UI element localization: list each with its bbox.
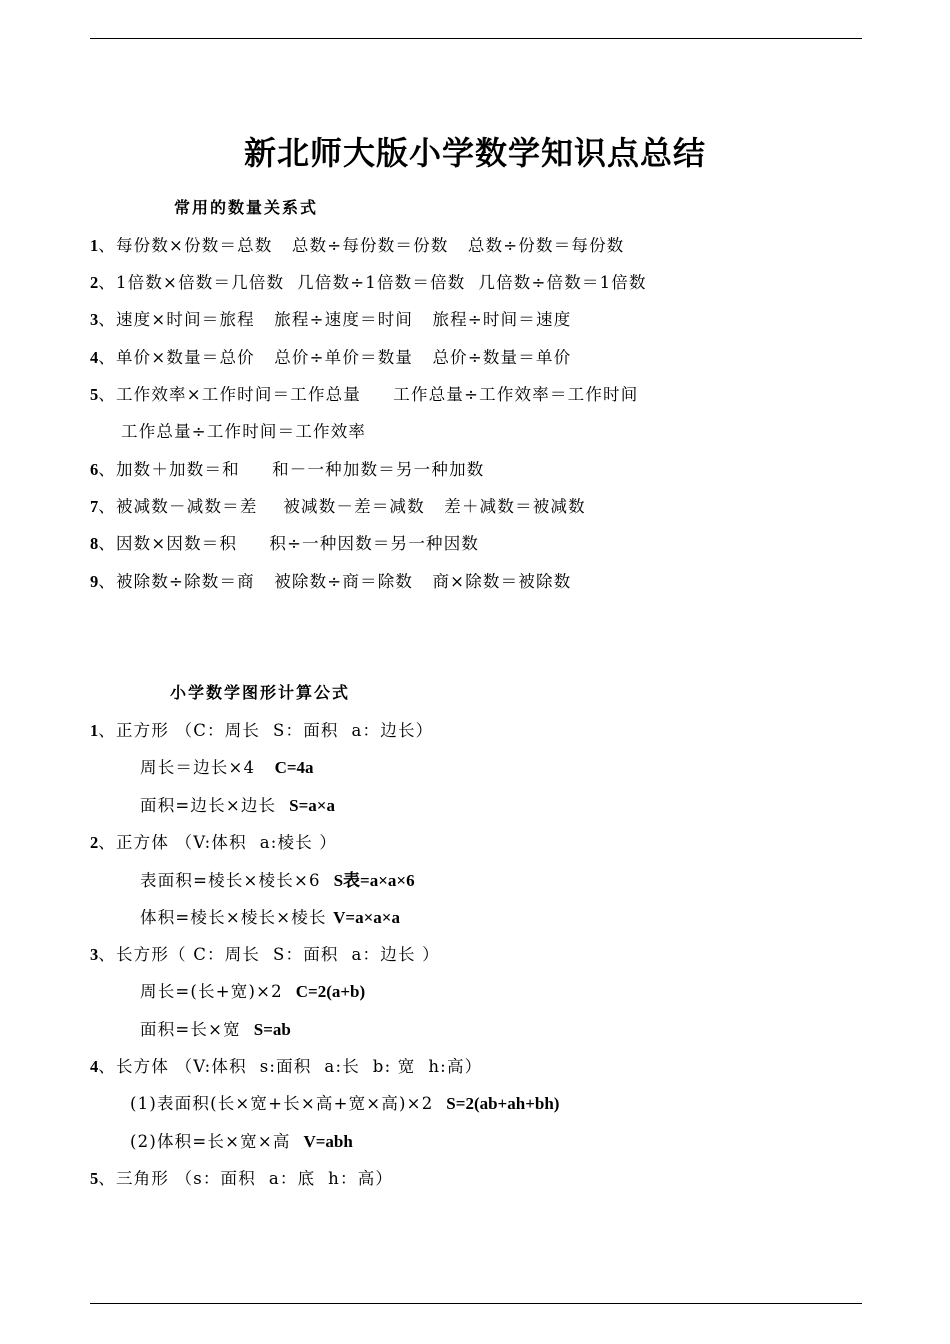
formula: V=abh [303, 1132, 353, 1151]
relation-item [90, 568, 571, 592]
relation-item-continuation [121, 418, 366, 442]
item-text: 工作总量÷工作时间＝工作效率 [121, 422, 367, 441]
item-text: 、三角形 （s：面积 a：底 h：高） [98, 1169, 394, 1188]
shape-item [90, 829, 337, 853]
formula-line [140, 978, 365, 1002]
shape-item [90, 717, 433, 741]
item-text: 、正方形 （C：周长 S：面积 a：边长） [98, 721, 434, 740]
formula-description: (2)体积=长×宽×高 [130, 1132, 304, 1151]
relation-item [90, 306, 571, 330]
formula-description: 面积=边长×边长 [140, 796, 290, 815]
item-text: 、长方体 （V:体积 s:面积 a:长 b: 宽 h:高） [98, 1057, 483, 1076]
item-number: 2 [90, 833, 99, 852]
formula: S=2(ab+ah+bh) [446, 1094, 560, 1113]
item-number: 3 [90, 310, 99, 329]
formula-line [130, 1090, 559, 1114]
item-text: 、长方形（ C：周长 S：面积 a：边长 ） [98, 945, 440, 964]
relation-item [90, 232, 625, 256]
header-rule [90, 38, 862, 39]
item-text: 、工作效率×工作时间＝工作总量 工作总量÷工作效率＝工作时间 [98, 385, 639, 404]
item-number: 7 [90, 497, 99, 516]
item-number: 6 [90, 460, 99, 479]
item-number: 2 [90, 273, 99, 292]
formula-description: 面积=长×宽 [140, 1020, 254, 1039]
formula-description: 体积=棱长×棱长×棱长 [140, 908, 334, 927]
section-heading-geometry-formulas: 小学数学图形计算公式 [170, 683, 351, 702]
footer-rule [90, 1303, 862, 1304]
formula-line [140, 904, 400, 928]
item-text: 、被减数－减数＝差 被减数－差＝减数 差＋减数＝被减数 [98, 497, 586, 516]
item-number: 8 [90, 534, 99, 553]
relation-item [90, 269, 647, 293]
item-text: 、速度×时间＝旅程 旅程÷速度＝时间 旅程÷时间＝速度 [98, 310, 572, 329]
item-text: 、1倍数×倍数＝几倍数 几倍数÷1倍数＝倍数 几倍数÷倍数＝1倍数 [98, 273, 647, 292]
shape-item [90, 941, 440, 965]
item-text: 、每份数×份数＝总数 总数÷每份数＝份数 总数÷份数＝每份数 [98, 236, 625, 255]
item-text: 、被除数÷除数＝商 被除数÷商＝除数 商×除数＝被除数 [98, 572, 572, 591]
shape-item [90, 1165, 393, 1189]
formula: V=a×a×a [333, 908, 400, 927]
relation-item [90, 381, 638, 405]
relation-item [90, 493, 586, 517]
item-number: 4 [90, 348, 99, 367]
item-number: 5 [90, 1169, 99, 1188]
item-number: 3 [90, 945, 99, 964]
item-number: 1 [90, 236, 99, 255]
item-text: 、加数＋加数＝和 和－一种加数＝另一种加数 [98, 460, 485, 479]
formula-line [140, 1016, 291, 1040]
formula-line [130, 1128, 353, 1152]
formula-description: 周长＝边长×4 [140, 758, 275, 777]
item-text: 、单价×数量＝总价 总价÷单价＝数量 总价÷数量＝单价 [98, 348, 572, 367]
relation-item [90, 344, 571, 368]
item-text: 、因数×因数＝积 积÷一种因数＝另一种因数 [98, 534, 480, 553]
relation-item [90, 530, 479, 554]
formula-description: 表面积=棱长×棱长×6 [140, 871, 334, 890]
document-title: 新北师大版小学数学知识点总结 [243, 134, 706, 172]
formula-line [140, 866, 415, 891]
relation-item [90, 456, 484, 480]
item-number: 1 [90, 721, 99, 740]
item-number: 4 [90, 1057, 99, 1076]
formula-description: (1)表面积(长×宽+长×高+宽×高)×2 [130, 1094, 447, 1113]
section-heading-quantity-relations: 常用的数量关系式 [174, 198, 319, 217]
formula: S=ab [253, 1020, 291, 1039]
formula: C=4a [274, 758, 314, 777]
formula-line [140, 754, 314, 778]
formula: S表=a×a×6 [333, 871, 415, 890]
formula: C=2(a+b) [295, 982, 366, 1001]
shape-item [90, 1053, 482, 1077]
formula-line [140, 792, 335, 816]
formula-description: 周长=(长+宽)×2 [140, 982, 296, 1001]
item-number: 9 [90, 572, 99, 591]
item-number: 5 [90, 385, 99, 404]
item-text: 、正方体 （V:体积 a:棱长 ） [98, 833, 338, 852]
formula: S=a×a [289, 796, 335, 815]
